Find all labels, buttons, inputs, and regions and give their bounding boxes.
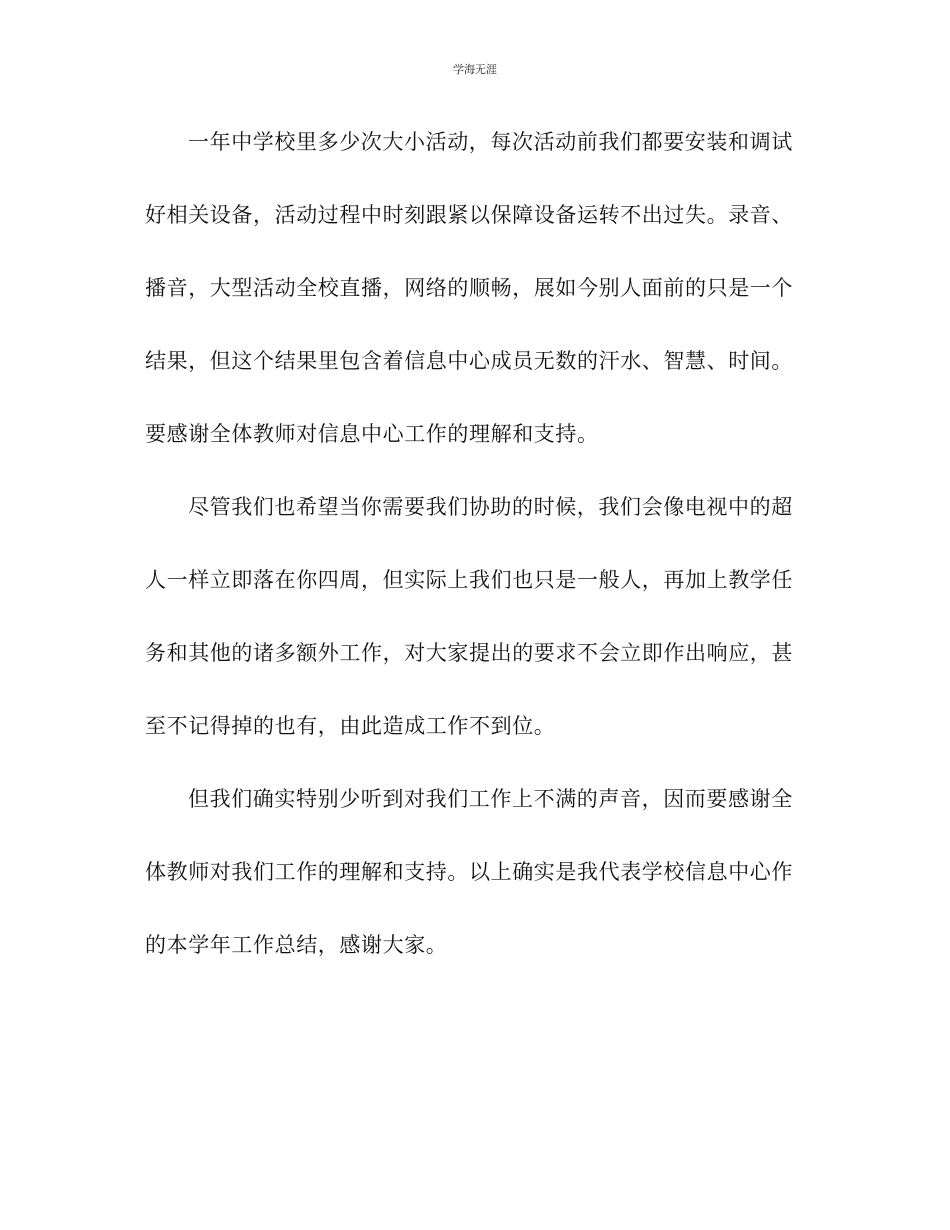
paragraph-line: 好相关设备，活动过程中时刻跟紧以保障设备运转不出过失。录音、 xyxy=(145,203,793,227)
paragraph-2 xyxy=(145,485,805,777)
paragraph-1 xyxy=(145,120,805,485)
paragraph-3 xyxy=(145,777,805,996)
paragraph-line: 但我们确实特别少听到对我们工作上不满的声音，因而要感谢全 xyxy=(188,787,793,811)
paragraph-line: 结果，但这个结果里包含着信息中心成员无数的汗水、智慧、时间。 xyxy=(145,349,793,373)
paragraph-line: 要感谢全体教师对信息中心工作的理解和支持。 xyxy=(145,422,599,446)
page-header: 学海无涯 xyxy=(453,63,497,76)
paragraph-line: 务和其他的诸多额外工作，对大家提出的要求不会立即作出响应，甚 xyxy=(145,641,793,665)
paragraph-line: 至不记得掉的也有，由此造成工作不到位。 xyxy=(145,714,556,738)
paragraph-line: 一年中学校里多少次大小活动，每次活动前我们都要安装和调试 xyxy=(188,130,793,154)
paragraph-line: 尽管我们也希望当你需要我们协助的时候，我们会像电视中的超 xyxy=(188,495,793,519)
paragraph-line: 人一样立即落在你四周，但实际上我们也只是一般人，再加上教学任 xyxy=(145,568,793,592)
paragraph-line: 的本学年工作总结，感谢大家。 xyxy=(145,933,448,957)
paragraph-line: 体教师对我们工作的理解和支持。以上确实是我代表学校信息中心作 xyxy=(145,860,793,884)
document-body xyxy=(145,120,805,996)
paragraph-line: 播音，大型活动全校直播，网络的顺畅，展如今别人面前的只是一个 xyxy=(145,276,793,300)
